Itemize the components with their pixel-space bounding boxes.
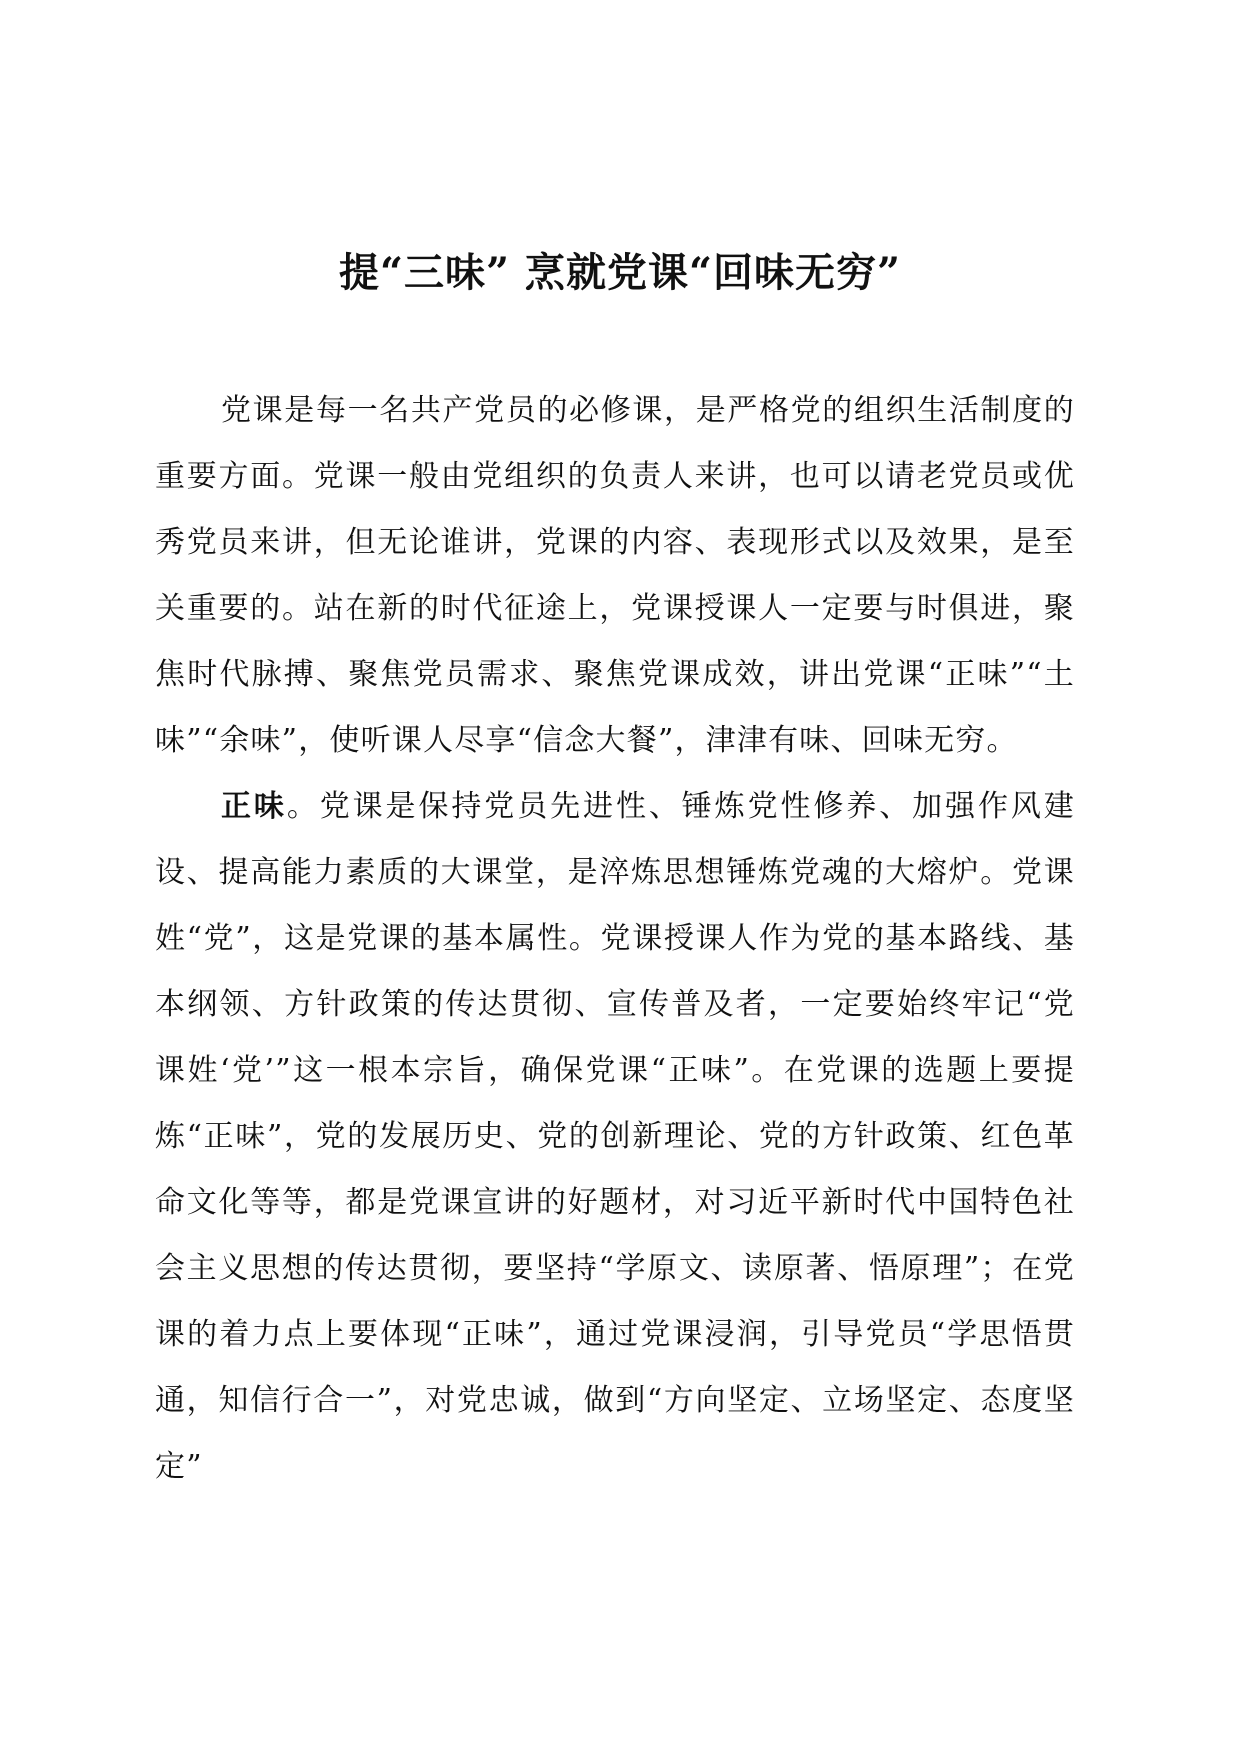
- document-body: [155, 378, 1075, 1500]
- paragraph-text: 。党课是保持党员先进性、锤炼党性修养、加强作风建设、提高能力素质的大课堂，是淬炼思想锤炼党魂的大熔炉。党课姓“党”，这是党课的基本属性。党课授课人作为党的基本路线、基本纲领、方针政策的传达贯彻、宣传普及者，一定要始终牢记“党课姓‘党’”这一根本宗旨，确保党课“正味”。在党课的选题上要提炼“正味”，党的发展历史、党的创新理论、党的方针政策、红色革命文化等等，都是党课宣讲的好题材，对习近平新时代中国特色社会主义思想的传达贯彻，要坚持“学原文、读原著、悟原理”；在党课的着力点上要体现“正味”，通过党课浸润，引导党员“学思悟贯通，知信行合一”，对党忠诚，做到“方向坚定、立场坚定、态度坚定”: [155, 789, 1075, 1484]
- paragraph-intro: [155, 378, 1075, 774]
- paragraph-zhengwei: [155, 774, 1075, 1500]
- document-title: 提“三味” 烹就党课“回味无穷”: [339, 249, 901, 296]
- paragraph-text: 党课是每一名共产党员的必修课，是严格党的组织生活制度的重要方面。党课一般由党组织的负责人来讲，也可以请老党员或优秀党员来讲，但无论谁讲，党课的内容、表现形式以及效果，是至关重要的。站在新的时代征途上，党课授课人一定要与时俱进，聚焦时代脉搏、聚焦党员需求、聚焦党课成效，讲出党课“正味”“土味”“余味”，使听课人尽享“信念大餐”，津津有味、回味无穷。: [155, 393, 1075, 758]
- paragraph-lead-heading: 正味: [221, 789, 287, 824]
